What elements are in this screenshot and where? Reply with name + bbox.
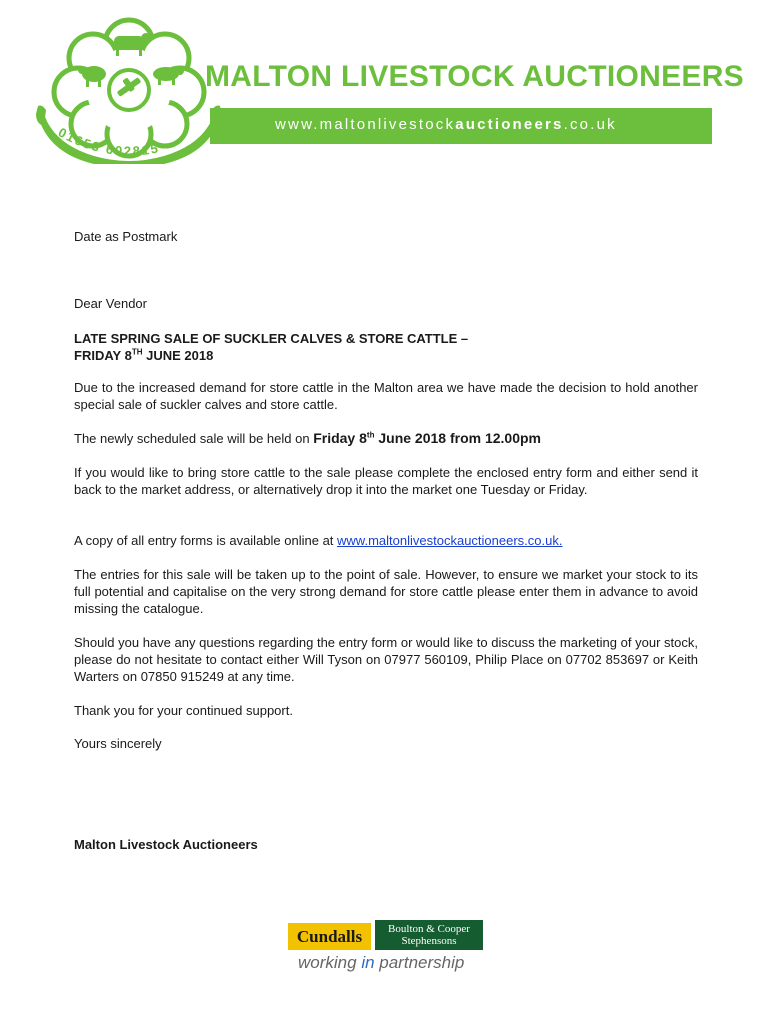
cundalls-logo: Cundalls xyxy=(288,923,371,950)
sale-date: Friday 8 xyxy=(313,430,367,446)
bcs-line-1: Boulton & Cooper xyxy=(388,923,470,935)
paragraph-3: If you would like to bring store cattle to the sale please complete the enclosed entry form and either send it back to the market address, or alternatively drop it into the market one Tuesday or Friday. xyxy=(74,465,698,497)
company-logo xyxy=(34,14,224,164)
logo-phone: 01653 602815 xyxy=(55,124,162,159)
paragraph-2 xyxy=(74,430,698,447)
boulton-cooper-logo xyxy=(375,920,483,950)
heading-line-2: FRIDAY 8 xyxy=(74,348,132,363)
letter-heading xyxy=(74,330,698,364)
salutation: Dear Vendor xyxy=(74,296,147,311)
partnership-tagline xyxy=(298,953,488,973)
website-url[interactable] xyxy=(275,116,617,133)
website-suffix: .co.uk xyxy=(563,116,617,133)
paragraph-7: Thank you for your continued support. xyxy=(74,703,293,718)
heading-line-1: LATE SPRING SALE OF SUCKLER CALVES & STORE CATTLE – xyxy=(74,331,469,346)
website-bold: auctioneers xyxy=(455,116,564,133)
sale-time: June 2018 from 12.00pm xyxy=(374,430,541,446)
company-name: MALTON LIVESTOCK AUCTIONEERS xyxy=(205,60,744,93)
website-link[interactable]: www.maltonlivestockauctioneers.co.uk. xyxy=(337,533,563,548)
heading-line-2-post: JUNE 2018 xyxy=(142,348,214,363)
tagline-partnership: partnership xyxy=(374,953,465,972)
partners-logo xyxy=(288,920,488,980)
sale-date-sup: th xyxy=(366,430,375,440)
tagline-working: working xyxy=(298,953,362,972)
paragraph-4 xyxy=(74,532,698,549)
paragraph-1: Due to the increased demand for store cattle in the Malton area we have made the decision to hold another special sale of suckler calves and store cattle. xyxy=(74,380,698,412)
tagline-in: in xyxy=(361,953,375,972)
paragraph-6: Should you have any questions regarding the entry form or would like to discuss the marketing of your stock, please do not hesitate to contact either Will Tyson on 07977 560109, Philip Place on 07702 853697 or Keith Warters on 07850 915249 at any time. xyxy=(74,635,698,684)
heading-sup: TH xyxy=(131,347,143,357)
paragraph-5: The entries for this sale will be taken up to the point of sale. However, to ensure we market your stock to its full potential and capitalise on the very strong demand for store cattle please enter them in advance to avoid missing the catalogue. xyxy=(74,567,698,616)
closing: Yours sincerely xyxy=(74,736,162,751)
date-line: Date as Postmark xyxy=(74,229,178,244)
para4-text: A copy of all entry forms is available online at xyxy=(74,533,338,548)
website-prefix: www.maltonlivestock xyxy=(275,116,456,133)
bcs-line-2: Stephensons xyxy=(401,935,457,947)
para2-text: The newly scheduled sale will be held on xyxy=(74,431,314,446)
signature: Malton Livestock Auctioneers xyxy=(74,837,258,852)
letterhead xyxy=(0,0,770,200)
